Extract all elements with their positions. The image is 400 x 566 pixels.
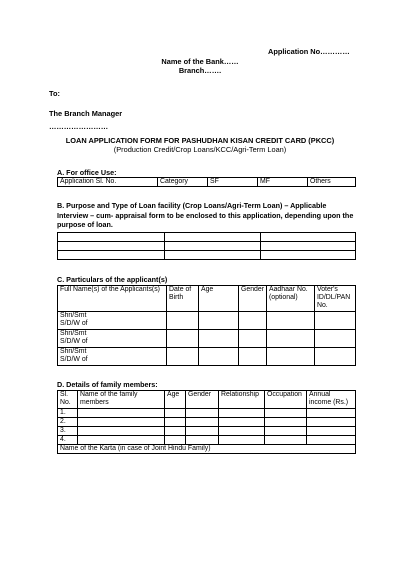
loan-purpose-cell[interactable] xyxy=(58,233,165,242)
karta-name-field[interactable]: Name of the Karta (in case of Joint Hindu Family) xyxy=(58,445,356,454)
loan-purpose-cell[interactable] xyxy=(261,251,356,260)
applicant-table xyxy=(57,285,356,366)
family-cell[interactable] xyxy=(78,418,165,427)
family-cell[interactable] xyxy=(265,409,307,418)
branch-line: Branch……. xyxy=(178,66,222,75)
applicant-name-cell[interactable] xyxy=(58,330,167,348)
family-cell[interactable] xyxy=(219,427,265,436)
family-cell[interactable] xyxy=(165,427,186,436)
family-cell[interactable] xyxy=(307,436,356,445)
applicant-col-voter-id: Voter's ID/DL/PAN No. xyxy=(315,286,356,312)
family-cell[interactable] xyxy=(219,436,265,445)
loan-purpose-cell[interactable] xyxy=(58,251,165,260)
section-a-heading: A. For office Use: xyxy=(57,168,117,177)
family-cell[interactable] xyxy=(78,436,165,445)
applicant-cell[interactable] xyxy=(267,312,315,330)
family-cell[interactable] xyxy=(186,427,219,436)
section-c-heading: C. Particulars of the applicant(s) xyxy=(57,275,168,284)
applicant-col-dob: Date of Birth xyxy=(167,286,199,312)
family-cell[interactable] xyxy=(265,436,307,445)
family-cell[interactable] xyxy=(307,418,356,427)
bank-name-line: Name of the Bank…… xyxy=(161,57,239,66)
family-members-table xyxy=(57,390,356,454)
table-row xyxy=(58,330,356,348)
loan-purpose-cell[interactable] xyxy=(261,233,356,242)
applicant-cell[interactable] xyxy=(199,330,239,348)
family-cell[interactable] xyxy=(165,418,186,427)
applicant-cell[interactable] xyxy=(239,330,267,348)
loan-purpose-cell[interactable] xyxy=(165,233,261,242)
applicant-cell[interactable] xyxy=(199,348,239,366)
form-title: LOAN APPLICATION FORM FOR PASHUDHAN KISAN CREDIT CARD (PKCC) xyxy=(65,136,335,145)
applicant-cell[interactable] xyxy=(167,330,199,348)
shri-smt-label: Shri/Smt xyxy=(60,330,87,337)
office-cell-mf: MF xyxy=(258,178,308,187)
office-cell-others: Others xyxy=(308,178,356,187)
section-d-heading: D. Details of family members: xyxy=(57,380,158,389)
applicant-col-aadhaar: Aadhaar No. (optional) xyxy=(267,286,315,312)
office-cell-application-sl: Application Sl. No. xyxy=(58,178,158,187)
applicant-cell[interactable] xyxy=(315,312,356,330)
family-cell[interactable] xyxy=(307,427,356,436)
family-col-name: Name of the family members xyxy=(78,391,165,409)
applicant-name-cell[interactable] xyxy=(58,312,167,330)
family-row-number: 3. xyxy=(58,427,78,436)
applicant-cell[interactable] xyxy=(315,330,356,348)
recipient-label: The Branch Manager xyxy=(49,109,123,118)
form-subtitle: (Production Credit/Crop Loans/KCC/Agri-Term Loan) xyxy=(113,145,287,154)
table-row xyxy=(58,436,356,445)
to-label: To: xyxy=(49,89,60,98)
family-cell[interactable] xyxy=(78,409,165,418)
loan-purpose-cell[interactable] xyxy=(58,242,165,251)
table-row xyxy=(58,427,356,436)
loan-purpose-cell[interactable] xyxy=(165,242,261,251)
shri-smt-label: Shri/Smt xyxy=(60,312,87,319)
family-cell[interactable] xyxy=(186,418,219,427)
office-cell-sf: SF xyxy=(208,178,258,187)
family-cell[interactable] xyxy=(186,409,219,418)
applicant-cell[interactable] xyxy=(267,330,315,348)
loan-purpose-table xyxy=(57,232,356,260)
family-row-number: 4. xyxy=(58,436,78,445)
family-row-number: 1. xyxy=(58,409,78,418)
applicant-col-age: Age xyxy=(199,286,239,312)
shri-smt-label: Shri/Smt xyxy=(60,348,87,355)
family-cell[interactable] xyxy=(165,409,186,418)
family-cell[interactable] xyxy=(219,409,265,418)
family-cell[interactable] xyxy=(307,409,356,418)
table-row xyxy=(58,348,356,366)
applicant-cell[interactable] xyxy=(239,348,267,366)
applicant-name-cell[interactable] xyxy=(58,348,167,366)
office-use-table xyxy=(57,177,356,187)
family-col-age: Age xyxy=(165,391,186,409)
family-cell[interactable] xyxy=(186,436,219,445)
applicant-cell[interactable] xyxy=(267,348,315,366)
family-cell[interactable] xyxy=(78,427,165,436)
loan-purpose-cell[interactable] xyxy=(165,251,261,260)
applicant-cell[interactable] xyxy=(199,312,239,330)
applicant-cell[interactable] xyxy=(167,348,199,366)
loan-purpose-cell[interactable] xyxy=(261,242,356,251)
sdw-label: S/D/W of xyxy=(60,356,88,363)
family-cell[interactable] xyxy=(265,427,307,436)
table-row xyxy=(58,312,356,330)
recipient-dots: …………………… xyxy=(49,122,109,131)
family-cell[interactable] xyxy=(165,436,186,445)
section-b-heading: B. Purpose and Type of Loan facility (Crop Loans/Agri-Term Loan) – Applicable Interview – cum- appraisal form to be enclosed to this application, depending upon the purpose of loan. xyxy=(57,201,354,229)
family-col-relationship: Relationship xyxy=(219,391,265,409)
office-cell-category: Category xyxy=(158,178,208,187)
table-row xyxy=(58,418,356,427)
applicant-cell[interactable] xyxy=(239,312,267,330)
family-col-sl: Sl. No. xyxy=(58,391,78,409)
family-col-income: Annual income (Rs.) xyxy=(307,391,356,409)
applicant-col-name: Full Name(s) of the Applicants(s) xyxy=(58,286,167,312)
applicant-cell[interactable] xyxy=(167,312,199,330)
family-cell[interactable] xyxy=(219,418,265,427)
applicant-col-gender: Gender xyxy=(239,286,267,312)
sdw-label: S/D/W of xyxy=(60,320,88,327)
family-cell[interactable] xyxy=(265,418,307,427)
application-number: Application No………… xyxy=(268,47,350,56)
family-col-occupation: Occupation xyxy=(265,391,307,409)
sdw-label: S/D/W of xyxy=(60,338,88,345)
family-row-number: 2. xyxy=(58,418,78,427)
family-col-gender: Gender xyxy=(186,391,219,409)
applicant-cell[interactable] xyxy=(315,348,356,366)
table-row xyxy=(58,409,356,418)
